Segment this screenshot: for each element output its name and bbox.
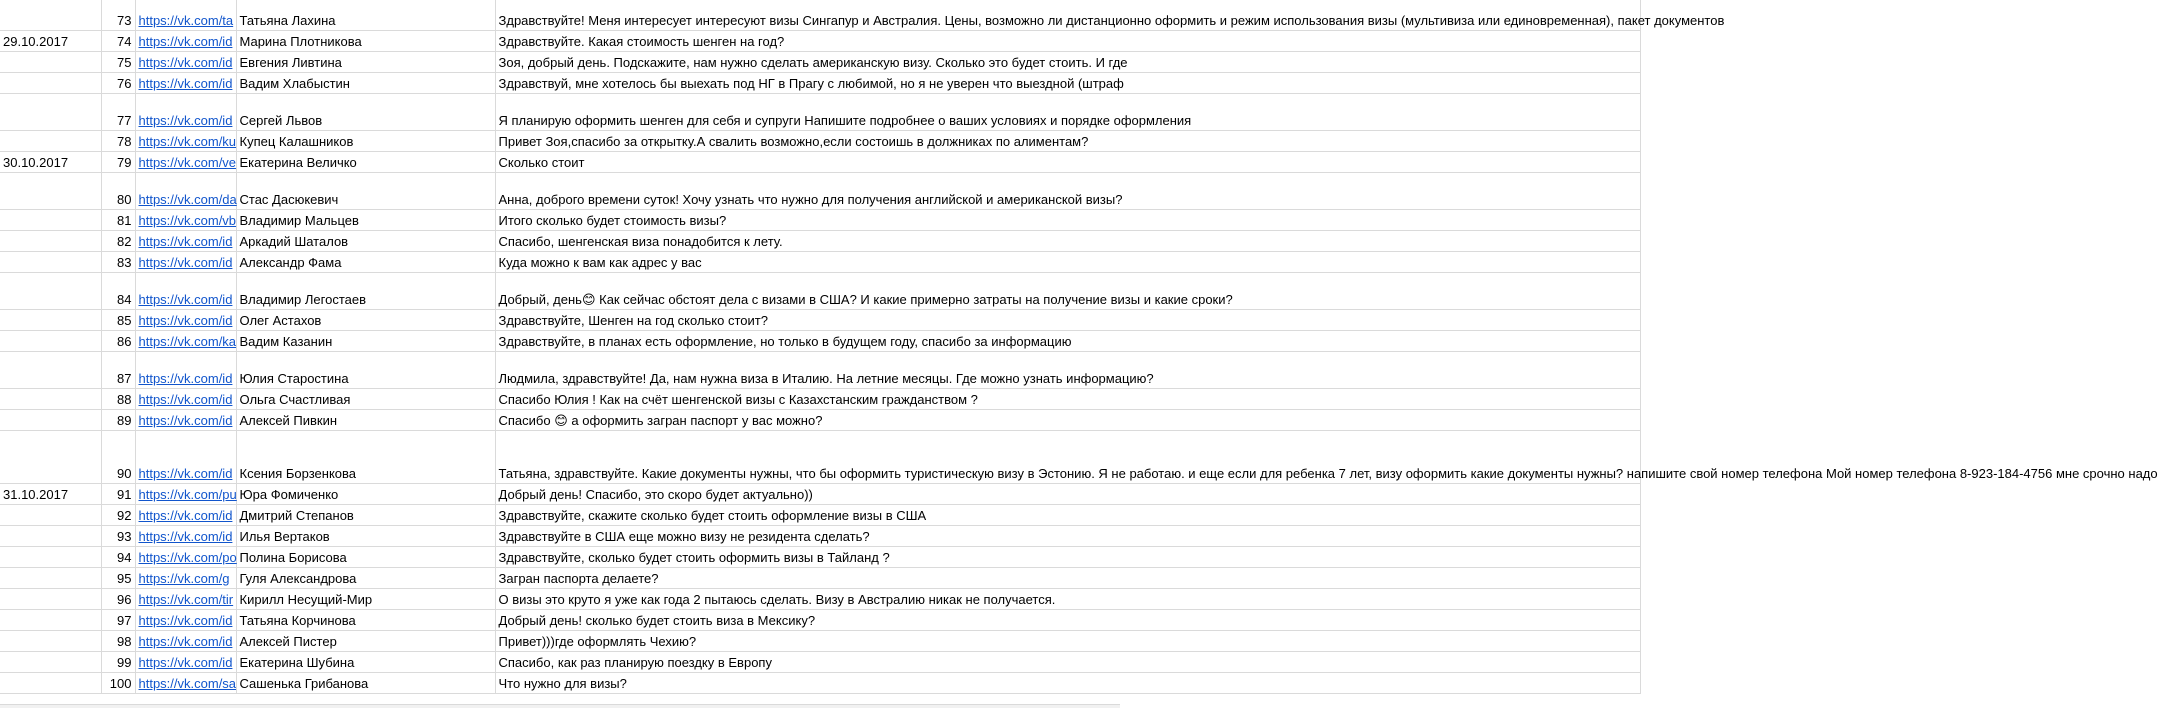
- cell-message[interactable]: Здравствуйте. Какая стоимость шенген на год?: [495, 30, 1640, 51]
- cell-name[interactable]: Ольга Счастливая: [236, 388, 495, 409]
- table-row: [0, 30, 1640, 51]
- table-row: [0, 351, 1640, 388]
- cell-number[interactable]: 79: [101, 151, 135, 172]
- cell-number[interactable]: 99: [101, 651, 135, 672]
- cell-profile-link[interactable]: https://vk.com/po: [135, 546, 236, 567]
- table-row: [0, 151, 1640, 172]
- cell-date[interactable]: [0, 430, 101, 483]
- cell-date[interactable]: [0, 672, 101, 693]
- cell-number[interactable]: 76: [101, 72, 135, 93]
- cell-profile-link[interactable]: https://vk.com/id: [135, 609, 236, 630]
- cell-profile-link[interactable]: https://vk.com/ve: [135, 151, 236, 172]
- table-row: [0, 525, 1640, 546]
- cell-profile-link[interactable]: https://vk.com/ka: [135, 330, 236, 351]
- cell-date[interactable]: [0, 388, 101, 409]
- cell-date[interactable]: [0, 130, 101, 151]
- cell-message[interactable]: Добрый день! сколько будет стоить виза в Мексику?: [495, 609, 1640, 630]
- table-row: [0, 567, 1640, 588]
- cell-profile-link[interactable]: https://vk.com/ta: [135, 0, 236, 30]
- cell-message[interactable]: Здравствуйте, в планах есть оформление, но только в будущем году, спасибо за информацию: [495, 330, 1640, 351]
- cell-number[interactable]: 94: [101, 546, 135, 567]
- cell-message[interactable]: Я планирую оформить шенген для себя и супруги Напишите подробнее о ваших условиях и порядке оформления: [495, 93, 1640, 130]
- cell-number[interactable]: 88: [101, 388, 135, 409]
- cell-date[interactable]: [0, 251, 101, 272]
- cell-name[interactable]: Дмитрий Степанов: [236, 504, 495, 525]
- cell-profile-link[interactable]: https://vk.com/ku: [135, 130, 236, 151]
- cell-number[interactable]: 81: [101, 209, 135, 230]
- cell-number[interactable]: 89: [101, 409, 135, 430]
- cell-number[interactable]: 78: [101, 130, 135, 151]
- table-row: [0, 230, 1640, 251]
- table-row: [0, 630, 1640, 651]
- cell-number[interactable]: 75: [101, 51, 135, 72]
- cell-date[interactable]: [0, 72, 101, 93]
- cell-profile-link[interactable]: https://vk.com/id: [135, 230, 236, 251]
- cell-date[interactable]: [0, 409, 101, 430]
- cell-number[interactable]: 92: [101, 504, 135, 525]
- cell-name[interactable]: Ксения Борзенкова: [236, 430, 495, 483]
- cell-message[interactable]: Привет)))где оформлять Чехию?: [495, 630, 1640, 651]
- cell-profile-link[interactable]: https://vk.com/id: [135, 93, 236, 130]
- table-row: [0, 430, 1640, 483]
- cell-number[interactable]: 74: [101, 30, 135, 51]
- horizontal-scrollbar[interactable]: [0, 704, 1120, 708]
- cell-message[interactable]: Татьяна, здравствуйте. Какие документы нужны, что бы оформить туристическую визу в Эстонию. Я не работаю. и еще если для ребенка 7 лет, визу оформить какие документы нужны? напишите свой номер телефона Мой номер телефона 8-923-184-4756 мне срочно надо: [495, 430, 1640, 483]
- cell-date[interactable]: [0, 651, 101, 672]
- cell-message[interactable]: О визы это круто я уже как года 2 пытаюсь сделать. Визу в Австралию никак не получается.: [495, 588, 1640, 609]
- cell-number[interactable]: 87: [101, 351, 135, 388]
- table-row: [0, 330, 1640, 351]
- cell-number[interactable]: 97: [101, 609, 135, 630]
- cell-name[interactable]: Евгения Ливтина: [236, 51, 495, 72]
- cell-profile-link[interactable]: https://vk.com/id: [135, 651, 236, 672]
- table-row: [0, 504, 1640, 525]
- table-row: [0, 209, 1640, 230]
- cell-name[interactable]: Полина Борисова: [236, 546, 495, 567]
- cell-profile-link[interactable]: https://vk.com/id: [135, 504, 236, 525]
- cell-name[interactable]: Вадим Хлабыстин: [236, 72, 495, 93]
- cell-profile-link[interactable]: https://vk.com/id: [135, 430, 236, 483]
- table-row: [0, 672, 1640, 693]
- cell-name[interactable]: Владимир Легостаев: [236, 272, 495, 309]
- cell-message[interactable]: Сколько стоит: [495, 151, 1640, 172]
- cell-message[interactable]: Здравствуйте, Шенген на год сколько стоит?: [495, 309, 1640, 330]
- cell-name[interactable]: Александр Фама: [236, 251, 495, 272]
- cell-name[interactable]: Владимир Мальцев: [236, 209, 495, 230]
- cell-date[interactable]: [0, 630, 101, 651]
- cell-message[interactable]: Здравствуйте! Меня интересует интересуют визы Сингапур и Австралия. Цены, возможно ли дистанционно оформить и режим использования визы (мультивиза или единовременная), пакет документов: [495, 0, 1640, 30]
- cell-message[interactable]: Итого сколько будет стоимость визы?: [495, 209, 1640, 230]
- cell-date[interactable]: 31.10.2017: [0, 483, 101, 504]
- cell-date[interactable]: [0, 567, 101, 588]
- cell-date[interactable]: [0, 51, 101, 72]
- cell-profile-link[interactable]: https://vk.com/id: [135, 388, 236, 409]
- cell-message[interactable]: Здравствуй, мне хотелось бы выехать под НГ в Прагу с любимой, но я не уверен что выездной (штраф: [495, 72, 1640, 93]
- cell-name[interactable]: Сергей Львов: [236, 93, 495, 130]
- cell-name[interactable]: Купец Калашников: [236, 130, 495, 151]
- cell-profile-link[interactable]: https://vk.com/pu: [135, 483, 236, 504]
- cell-profile-link[interactable]: https://vk.com/id: [135, 51, 236, 72]
- cell-number[interactable]: 80: [101, 172, 135, 209]
- table-row: [0, 609, 1640, 630]
- cell-date[interactable]: 30.10.2017: [0, 151, 101, 172]
- cell-message[interactable]: Добрый, день😊 Как сейчас обстоят дела с визами в США? И какие примерно затраты на получение визы и какие сроки?: [495, 272, 1640, 309]
- cell-name[interactable]: Татьяна Корчинова: [236, 609, 495, 630]
- cell-profile-link[interactable]: https://vk.com/id: [135, 525, 236, 546]
- cell-profile-link[interactable]: https://vk.com/id: [135, 30, 236, 51]
- cell-name[interactable]: Аркадий Шаталов: [236, 230, 495, 251]
- table-row: [0, 93, 1640, 130]
- cell-date[interactable]: [0, 0, 101, 30]
- cell-name[interactable]: Олег Астахов: [236, 309, 495, 330]
- cell-date[interactable]: [0, 504, 101, 525]
- table-row: [0, 546, 1640, 567]
- cell-message[interactable]: Здравствуйте, скажите сколько будет стоить оформление визы в США: [495, 504, 1640, 525]
- cell-number[interactable]: 98: [101, 630, 135, 651]
- cell-date[interactable]: [0, 525, 101, 546]
- cell-date[interactable]: [0, 172, 101, 209]
- cell-name[interactable]: Алексей Пивкин: [236, 409, 495, 430]
- table-row: [0, 0, 1640, 30]
- cell-date[interactable]: 29.10.2017: [0, 30, 101, 51]
- cell-message[interactable]: Анна, доброго времени суток! Хочу узнать что нужно для получения английской и американской визы?: [495, 172, 1640, 209]
- table-row: [0, 388, 1640, 409]
- cell-date[interactable]: [0, 351, 101, 388]
- cell-message[interactable]: Людмила, здравствуйте! Да, нам нужна виза в Италию. На летние месяцы. Где можно узнать информацию?: [495, 351, 1640, 388]
- cell-profile-link[interactable]: https://vk.com/id: [135, 251, 236, 272]
- cell-name[interactable]: Илья Вертаков: [236, 525, 495, 546]
- table-row: [0, 651, 1640, 672]
- cell-message[interactable]: Спасибо, как раз планирую поездку в Европу: [495, 651, 1640, 672]
- cell-message[interactable]: Загран паспорта делаете?: [495, 567, 1640, 588]
- cell-number[interactable]: 96: [101, 588, 135, 609]
- cell-profile-link[interactable]: https://vk.com/tir: [135, 588, 236, 609]
- cell-profile-link[interactable]: https://vk.com/id: [135, 630, 236, 651]
- cell-date[interactable]: [0, 309, 101, 330]
- cell-name[interactable]: Юлия Старостина: [236, 351, 495, 388]
- cell-number[interactable]: 90: [101, 430, 135, 483]
- cell-date[interactable]: [0, 330, 101, 351]
- table-row: [0, 251, 1640, 272]
- cell-number[interactable]: 77: [101, 93, 135, 130]
- cell-name[interactable]: Кирилл Несущий-Мир: [236, 588, 495, 609]
- cell-name[interactable]: Татьяна Лахина: [236, 0, 495, 30]
- cell-number[interactable]: 85: [101, 309, 135, 330]
- cell-number[interactable]: 73: [101, 0, 135, 30]
- cell-profile-link[interactable]: https://vk.com/id: [135, 409, 236, 430]
- cell-number[interactable]: 83: [101, 251, 135, 272]
- cell-name[interactable]: Екатерина Шубина: [236, 651, 495, 672]
- cell-number[interactable]: 86: [101, 330, 135, 351]
- cell-number[interactable]: 93: [101, 525, 135, 546]
- table-row: [0, 51, 1640, 72]
- cell-name[interactable]: Стас Дасюкевич: [236, 172, 495, 209]
- cell-number[interactable]: 95: [101, 567, 135, 588]
- cell-number[interactable]: 82: [101, 230, 135, 251]
- cell-name[interactable]: Вадим Казанин: [236, 330, 495, 351]
- cell-profile-link[interactable]: https://vk.com/g: [135, 567, 236, 588]
- cell-number[interactable]: 91: [101, 483, 135, 504]
- cell-message[interactable]: Что нужно для визы?: [495, 672, 1640, 693]
- cell-name[interactable]: Сашенька Грибанова: [236, 672, 495, 693]
- table-row: [0, 483, 1640, 504]
- cell-date[interactable]: [0, 609, 101, 630]
- cell-message[interactable]: Спасибо Юлия ! Как на счёт шенгенской визы с Казахстанским гражданством ?: [495, 388, 1640, 409]
- cell-date[interactable]: [0, 588, 101, 609]
- cell-message[interactable]: Зоя, добрый день. Подскажите, нам нужно сделать американскую визу. Сколько это будет стоить. И где: [495, 51, 1640, 72]
- cell-profile-link[interactable]: https://vk.com/id: [135, 351, 236, 388]
- cell-message[interactable]: Здравствуйте, сколько будет стоить оформить визы в Тайланд ?: [495, 546, 1640, 567]
- table-row: [0, 130, 1640, 151]
- cell-message[interactable]: Привет Зоя,спасибо за открытку.А свалить возможно,если состоишь в должниках по алиментам?: [495, 130, 1640, 151]
- cell-name[interactable]: Юра Фомиченко: [236, 483, 495, 504]
- cell-number[interactable]: 100: [101, 672, 135, 693]
- cell-message[interactable]: Добрый день! Спасибо, это скоро будет актуально)): [495, 483, 1640, 504]
- table-row: [0, 72, 1640, 93]
- cell-date[interactable]: [0, 209, 101, 230]
- cell-profile-link[interactable]: https://vk.com/da: [135, 172, 236, 209]
- table-row: [0, 409, 1640, 430]
- table-row: [0, 588, 1640, 609]
- cell-profile-link[interactable]: https://vk.com/sa: [135, 672, 236, 693]
- cell-message[interactable]: Спасибо 😊 а оформить загран паспорт у вас можно?: [495, 409, 1640, 430]
- table-row: [0, 172, 1640, 209]
- cell-profile-link[interactable]: https://vk.com/id: [135, 72, 236, 93]
- cell-name[interactable]: Алексей Пистер: [236, 630, 495, 651]
- cell-date[interactable]: [0, 272, 101, 309]
- cell-number[interactable]: 84: [101, 272, 135, 309]
- cell-profile-link[interactable]: https://vk.com/id: [135, 272, 236, 309]
- cell-message[interactable]: Куда можно к вам как адрес у вас: [495, 251, 1640, 272]
- cell-message[interactable]: Спасибо, шенгенская виза понадобится к лету.: [495, 230, 1640, 251]
- cell-date[interactable]: [0, 546, 101, 567]
- cell-profile-link[interactable]: https://vk.com/id: [135, 309, 236, 330]
- table-row: [0, 309, 1640, 330]
- cell-date[interactable]: [0, 93, 101, 130]
- cell-name[interactable]: Марина Плотникова: [236, 30, 495, 51]
- cell-name[interactable]: Екатерина Величко: [236, 151, 495, 172]
- table-row: [0, 272, 1640, 309]
- cell-name[interactable]: Гуля Александрова: [236, 567, 495, 588]
- cell-message[interactable]: Здравствуйте в США еще можно визу не резидента сделать?: [495, 525, 1640, 546]
- cell-profile-link[interactable]: https://vk.com/vb: [135, 209, 236, 230]
- cell-date[interactable]: [0, 230, 101, 251]
